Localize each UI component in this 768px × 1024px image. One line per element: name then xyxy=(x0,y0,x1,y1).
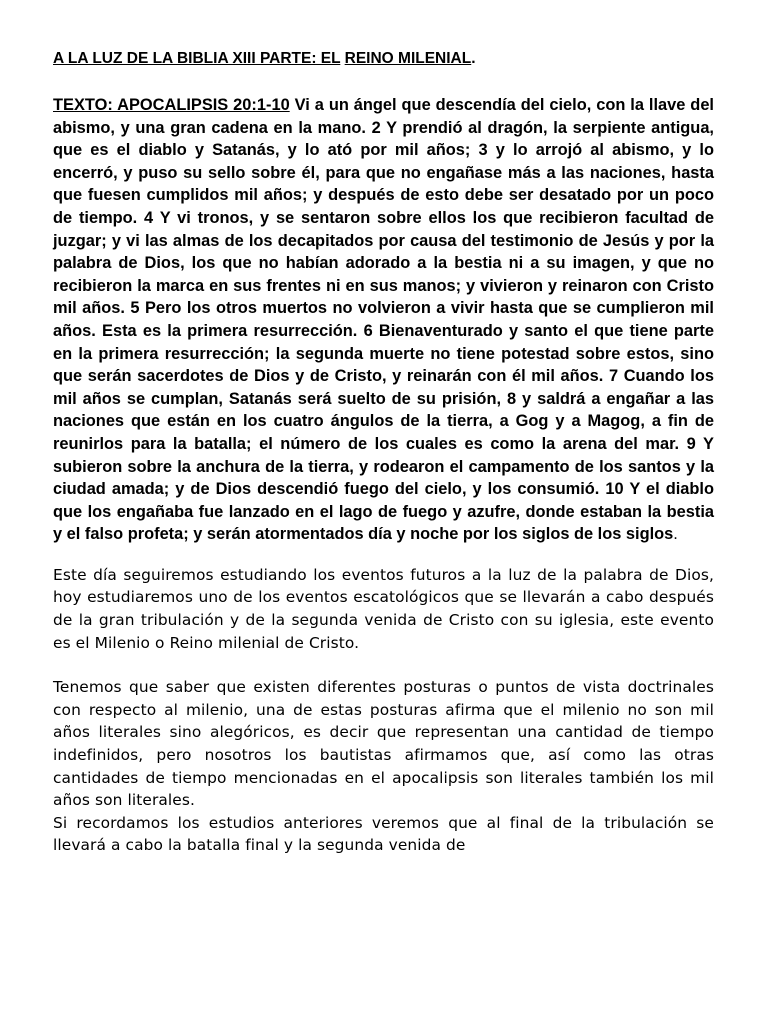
title-part-1: A LA LUZ DE LA BIBLIA XIII PARTE: EL xyxy=(53,50,341,67)
paragraph-gap xyxy=(53,654,714,676)
paragraph-postures: Tenemos que saber que existen diferentes posturas o puntos de vista doctrinales con respecto al milenio, una de estas posturas afirma que el milenio no son mil años literales sino alegóricos, es decir que representan una cantidad de tiempo indefinidos, pero nosotros los bautistas afirmamos que, así como las otras cantidades de tiempo mencionadas en el apocalipsis son literales también los mil años son literales. xyxy=(53,678,714,810)
scripture-passage xyxy=(53,94,714,546)
scripture-end: . xyxy=(673,525,678,544)
title-part-2: REINO MILENIAL xyxy=(344,50,472,67)
document-title xyxy=(53,48,714,70)
document-page xyxy=(53,48,714,857)
title-period: . xyxy=(471,50,476,67)
scripture-reference: TEXTO: APOCALIPSIS 20:1-10 xyxy=(53,96,290,114)
paragraph-recall: Si recordamos los estudios anteriores veremos que al final de la tribulación se llevará a cabo la batalla final y la segunda venida de xyxy=(53,813,714,855)
scripture-text: Vi a un ángel que descendía del cielo, con la llave del abismo, y una gran cadena en la mano. 2 Y prendió al dragón, la serpiente antigua, que es el diablo y Satanás, y lo ató por mil años; 3 y lo arrojó al abismo, y lo encerró, y puso su sello sobre él, para que no engañase más a las naciones, hasta que fuesen cumplidos mil años; y después de esto debe ser desatado por un poco de tiempo. 4 Y vi tronos, y se sentaron sobre ellos los que recibieron facultad de juzgar; y vi las almas de los decapitados por causa del testimonio de Jesús y por la palabra de Dios, los que no habían adorado a la bestia ni a su imagen, y que no recibieron la marca en sus frentes ni en sus manos; y vivieron y reinaron con Cristo mil años. 5 Pero los otros muertos no volvieron a vivir hasta que se cumplieron mil años. Esta es la primera resurrección. 6 Bienaventurado y santo el que tiene parte en la primera resurrección; la segunda muerte no tiene potestad sobre estos, sino que serán sacerdotes de Dios y de Cristo, y reinarán con él mil años. 7 Cuando los mil años se cumplan, Satanás será suelto de su prisión, 8 y saldrá a engañar a las naciones que están en los cuatro ángulos de la tierra, a Gog y a Magog, a fin de reunirlos para la batalla; el número de los cuales es como la arena del mar. 9 Y subieron sobre la anchura de la tierra, y rodearon el campamento de los santos y la ciudad amada; y de Dios descendió fuego del cielo, y los consumió. 10 Y el diablo que los engañaba fue lanzado en el lago de fuego y azufre, donde estaban la bestia y el falso profeta; y serán atormentados día y noche por los siglos de los siglos xyxy=(53,96,714,544)
paragraph-intro: Este día seguiremos estudiando los eventos futuros a la luz de la palabra de Dios, hoy estudiaremos uno de los eventos escatológicos que se llevarán a cabo después de la gran tribulación y de la segunda venida de Cristo con su iglesia, este evento es el Milenio o Reino milenial de Cristo. xyxy=(53,565,714,652)
